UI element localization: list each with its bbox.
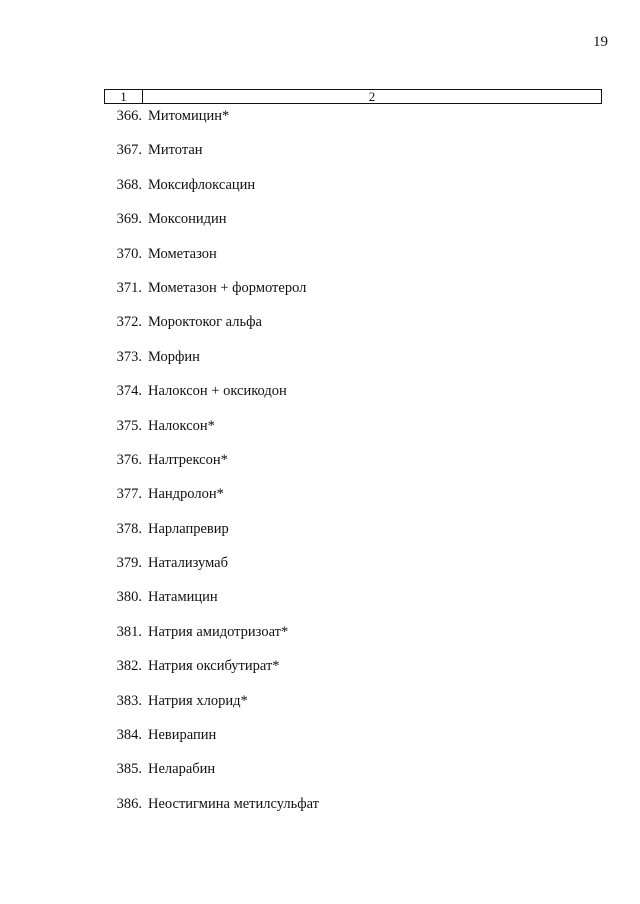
list-item (104, 381, 604, 415)
entry-number: 366. (116, 108, 142, 124)
entry-name: Мороктоког альфа (148, 314, 262, 331)
list-item (104, 484, 604, 518)
entry-number: 373. (116, 348, 142, 365)
entry-number: 386. (116, 795, 142, 812)
entry-number: 376. (116, 451, 142, 468)
list-item (104, 209, 604, 243)
entry-name: Нарлапревир (148, 520, 229, 537)
entry-name: Натрия амидотризоат* (148, 623, 289, 640)
list-item (104, 140, 604, 174)
entry-number: 371. (116, 279, 142, 296)
entry-number: 384. (116, 727, 142, 744)
entry-number: 368. (116, 176, 142, 193)
drug-list (104, 106, 604, 828)
entry-name: Морфин (148, 348, 200, 365)
list-item (104, 450, 604, 484)
entry-name: Неларабин (148, 761, 216, 778)
table-header-column-2: 2 (368, 89, 376, 104)
entry-name: Митотан (148, 142, 203, 159)
entry-number: 377. (116, 486, 142, 503)
entry-name: Налоксон* (148, 417, 215, 434)
entry-name: Нандролон* (148, 486, 224, 503)
entry-name: Налтрексон* (148, 451, 228, 468)
entry-name: Моксифлоксацин (148, 176, 256, 193)
entry-number: 369. (116, 211, 142, 228)
entry-number: 374. (116, 383, 142, 400)
entry-name: Митомицин* (148, 108, 230, 124)
list-item (104, 519, 604, 553)
list-item (104, 794, 604, 828)
list-item (104, 587, 604, 621)
entry-name: Налоксон + оксикодон (148, 383, 287, 400)
list-item (104, 278, 604, 312)
list-item (104, 691, 604, 725)
entry-number: 381. (116, 623, 142, 640)
entry-number: 385. (116, 761, 142, 778)
entry-number: 367. (116, 142, 142, 159)
entry-number: 383. (116, 692, 142, 709)
table-header (104, 89, 602, 104)
list-item (104, 312, 604, 346)
entry-number: 370. (116, 245, 142, 262)
list-item (104, 656, 604, 690)
entry-number: 378. (116, 520, 142, 537)
table-header-column-1: 1 (105, 90, 143, 103)
entry-name: Натамицин (148, 589, 218, 606)
entry-name: Мометазон + формотерол (148, 279, 307, 296)
list-item (104, 759, 604, 793)
entry-name: Натрия оксибутират* (148, 658, 280, 675)
entry-name: Неостигмина метилсульфат (148, 795, 320, 812)
list-item (104, 244, 604, 278)
list-item (104, 175, 604, 209)
entry-name: Моксонидин (148, 211, 227, 228)
page-number: 19 (593, 34, 608, 50)
entry-number: 379. (116, 555, 142, 572)
list-item (104, 106, 604, 140)
entry-number: 375. (116, 417, 142, 434)
entry-name: Натализумаб (148, 555, 228, 572)
entry-name: Невирапин (148, 727, 217, 744)
entry-number: 380. (116, 589, 142, 606)
entry-name: Мометазон (148, 245, 217, 262)
list-item (104, 416, 604, 450)
list-item (104, 622, 604, 656)
list-item (104, 553, 604, 587)
entry-number: 372. (116, 314, 142, 331)
entry-name: Натрия хлорид* (148, 692, 248, 709)
list-item (104, 725, 604, 759)
list-item (104, 347, 604, 381)
entry-number: 382. (116, 658, 142, 675)
